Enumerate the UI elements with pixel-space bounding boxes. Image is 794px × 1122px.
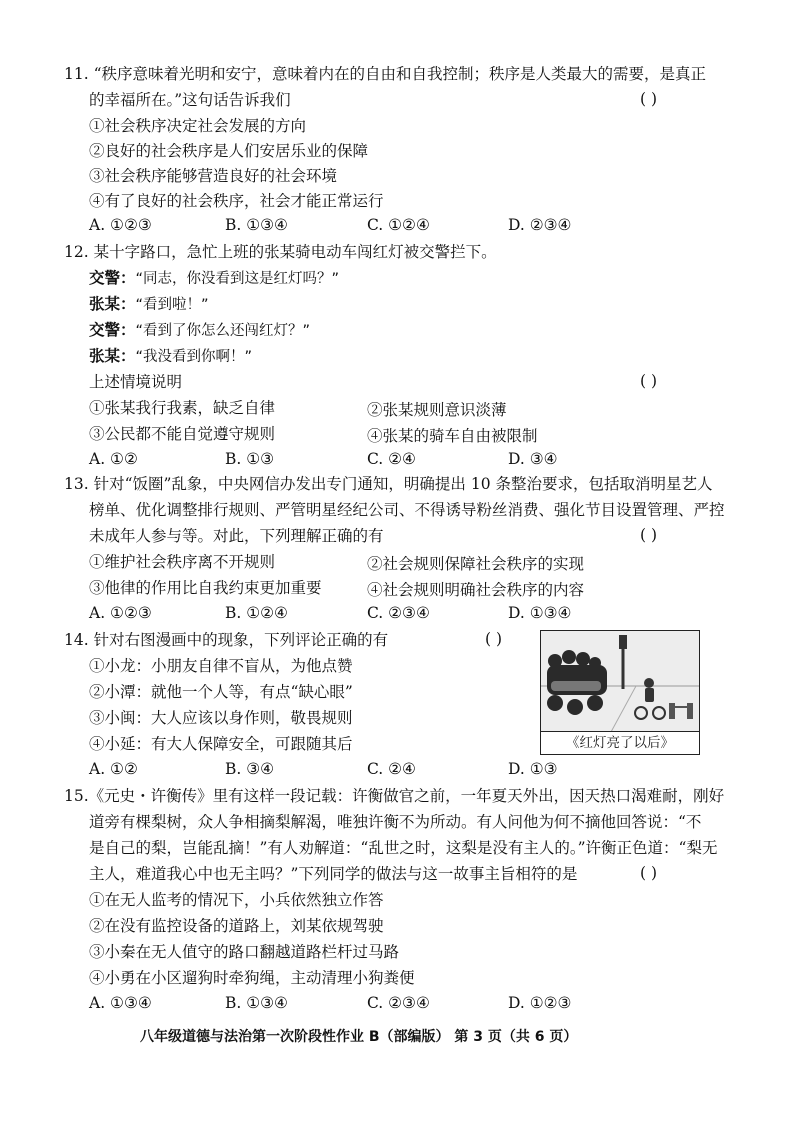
q13-item: ④社会规则明确社会秩序的内容 [367,581,585,599]
q14-answer-paren: ( ) [485,630,503,648]
q12-option-c: C. ②④ [367,450,416,468]
q15-stem-line4: 主人，难道我心中也无主吗？”下列同学的做法与这一故事主旨相符的是 [89,865,578,883]
q11-option-b: B. ①③④ [225,216,288,234]
q13-item: ②社会规则保障社会秩序的实现 [367,555,585,573]
q11-option-c: C. ①②④ [367,216,430,234]
q12-item: ④张某的骑车自由被限制 [367,427,538,445]
q13-item: ③他律的作用比自我约束更加重要 [89,579,322,597]
q12-speaker: 交警： [89,320,136,339]
cartoon-caption: 《红灯亮了以后》 [541,731,699,754]
q14-option-c: C. ②④ [367,760,416,778]
q13-option-d: D. ①③④ [508,604,572,622]
q12-stem-line1: 12. 某十字路口，急忙上班的张某骑电动车闯红灯被交警拦下。 [64,243,497,261]
q15-option-c: C. ②③④ [367,994,430,1012]
q11-item: ②良好的社会秩序是人们安居乐业的保障 [89,142,369,160]
q14-item: ③小闽：大人应该以身作则，敬畏规则 [89,709,353,727]
q15-stem-line3: 是自己的梨，岂能乱摘！”有人劝解道：“乱世之时，这梨是没有主人的。”许衡正色道：“梨无 [89,839,718,857]
q11-stem-line2: 的幸福所在。”这句话告诉我们 [89,91,291,109]
q15-option-a: A. ①③④ [89,994,152,1012]
q15-item: ③小秦在无人值守的路口翻越道路栏杆过马路 [89,943,400,961]
q14-option-d: D. ①③ [508,760,558,778]
q15-stem-line1: 15.《元史・许衡传》里有这样一段记载：许衡做官之前，一年夏天外出，因天热口渴难耐，刚好 [64,787,725,805]
q13-stem-line2: 榜单、优化调整排行规则、严管明星经纪公司、不得诱导粉丝消费、强化节目设置管理、严控 [89,501,725,519]
q13-option-b: B. ①②④ [225,604,288,622]
q12-item: ②张某规则意识淡薄 [367,401,507,419]
q15-answer-paren: ( ) [640,864,658,882]
q11-answer-paren: ( ) [640,90,658,108]
q14-stem-line1: 14. 针对右图漫画中的现象，下列评论正确的有 [64,631,389,649]
q13-stem-line1: 13. 针对“饭圈”乱象，中央网信办发出专门通知，明确提出 10 条整治要求，包括取消明星艺人 [64,475,713,493]
q11-stem-line1: 11. “秩序意味着光明和安宁，意味着内在的自由和自我控制；秩序是人类最大的需要，是真正 [64,65,707,83]
q12-answer-paren: ( ) [640,372,658,390]
q12-option-d: D. ③④ [508,450,558,468]
q14-option-b: B. ③④ [225,760,275,778]
q13-item: ①维护社会秩序离不开规则 [89,553,276,571]
q12-item: ①张某我行我素，缺乏自律 [89,399,276,417]
q11-option-a: A. ①②③ [89,216,152,234]
q11-option-d: D. ②③④ [508,216,572,234]
q13-option-c: C. ②③④ [367,604,430,622]
q12-stem-line2: 上述情境说明 [89,373,183,391]
q13-answer-paren: ( ) [640,526,658,544]
q13-option-a: A. ①②③ [89,604,152,622]
q15-option-d: D. ①②③ [508,994,572,1012]
q12-dialog-line [89,268,339,289]
q12-speaker: 交警： [89,268,136,287]
q12-dialog-line [89,294,209,315]
q12-dialog-line [89,346,252,367]
q12-option-a: A. ①② [89,450,138,468]
q15-item: ①在无人监考的情况下，小兵依然独立作答 [89,891,384,909]
q14-item: ②小潭：就他一个人等，有点“缺心眼” [89,683,353,701]
q13-stem-line3: 未成年人参与等。对此，下列理解正确的有 [89,527,384,545]
q11-item: ④有了良好的社会秩序，社会才能正常运行 [89,192,384,210]
cartoon-image [540,630,700,755]
q12-speech: “同志，你没看到这是红灯吗？” [135,271,340,287]
q12-dialog-line [89,320,310,341]
cartoon-drawing [541,631,699,732]
q12-item: ③公民都不能自觉遵守规则 [89,425,276,443]
q12-option-b: B. ①③ [225,450,275,468]
q11-item: ③社会秩序能够营造良好的社会环境 [89,167,338,185]
q15-item: ②在没有监控设备的道路上，刘某依规驾驶 [89,917,384,935]
q15-stem-line2: 道旁有棵梨树，众人争相摘梨解渴，唯独许衡不为所动。有人问他为何不摘他回答说：“不 [89,813,702,831]
q15-item: ④小勇在小区遛狗时牵狗绳，主动清理小狗粪便 [89,969,415,987]
q14-item: ④小延：有大人保障安全，可跟随其后 [89,735,353,753]
q14-option-a: A. ①② [89,760,138,778]
q12-speech: “看到啦！” [135,297,209,313]
q12-speaker: 张某： [89,346,136,365]
page-footer: 八年级道德与法治第一次阶段性作业 B（部编版） 第 3 页（共 6 页） [140,1029,578,1045]
q12-speech: “我没看到你啊！” [135,349,253,365]
q12-speaker: 张某： [89,294,136,313]
q11-item: ①社会秩序决定社会发展的方向 [89,117,307,135]
q15-option-b: B. ①③④ [225,994,288,1012]
q12-speech: “看到了你怎么还闯红灯？” [135,323,311,339]
q14-item: ①小龙：小朋友自律不盲从，为他点赞 [89,657,353,675]
